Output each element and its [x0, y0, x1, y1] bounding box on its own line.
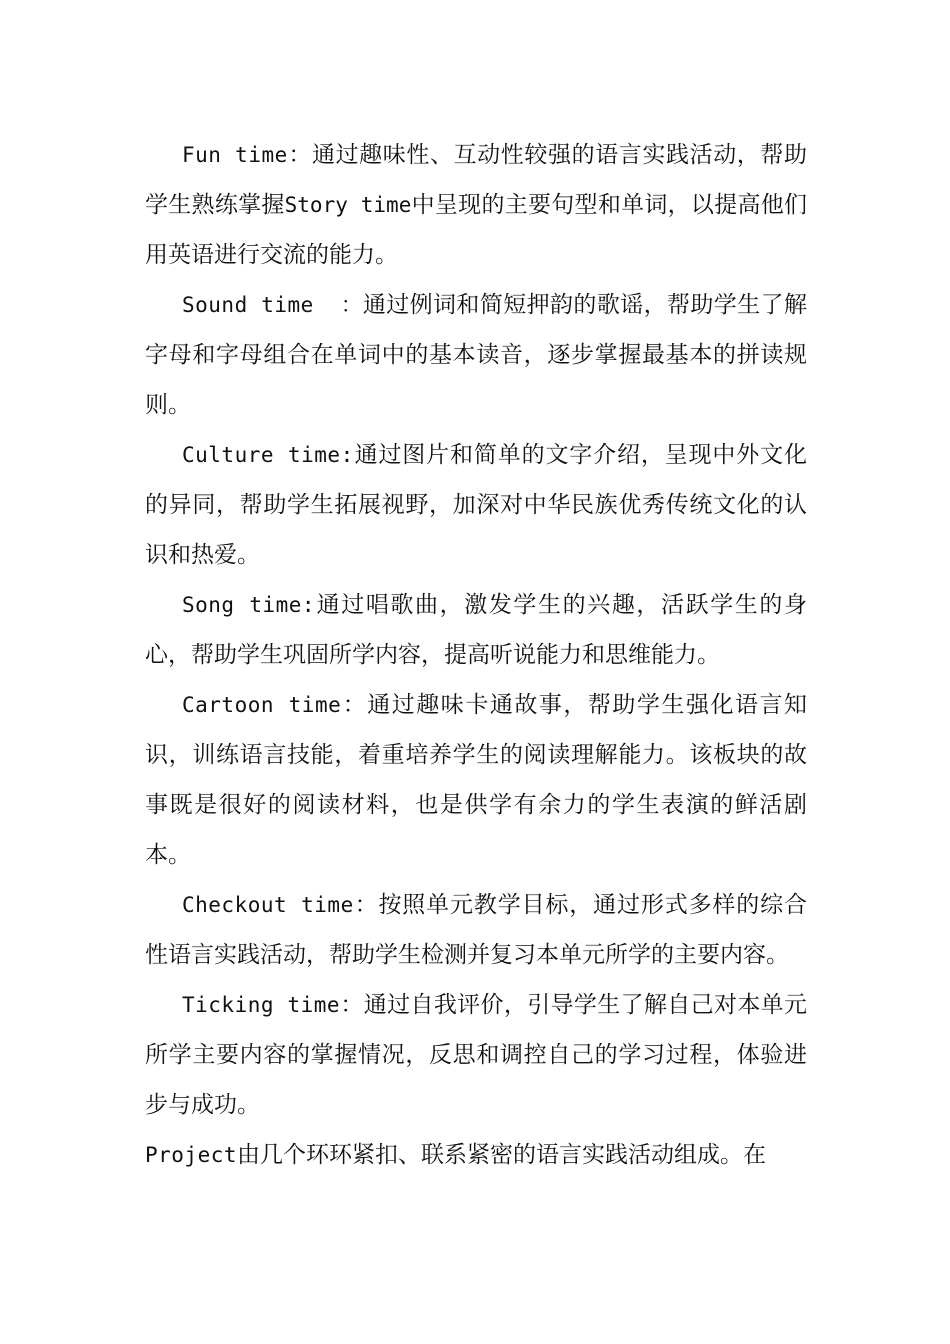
paragraph-checkout-time [145, 880, 807, 980]
term-separator: ： [313, 293, 363, 317]
section-term: Fun time [182, 143, 288, 167]
paragraph-text: 按照单元教学目标，通过形式多样的综合性语言实践活动，帮助学生检测并复习本单元所学的主要内容。 [145, 892, 807, 968]
section-term: Song time [182, 593, 302, 617]
paragraph-ticking-time [145, 980, 807, 1130]
paragraph-text: 通过例词和简短押韵的歌谣，帮助学生了解字母和字母组合在单词中的基本读音，逐步掌握最基本的拼读规则。 [145, 292, 807, 418]
paragraph-fun-time [145, 130, 807, 280]
paragraph-text: 通过趣味性、互动性较强的语言实践活动，帮助学生熟练掌握 [145, 142, 808, 218]
paragraph-text: 通过图片和简单的文字介绍，呈现中外文化的异同，帮助学生拓展视野，加深对中华民族优秀传统文化的认识和热爱。 [145, 442, 808, 568]
term-separator: : [340, 443, 354, 467]
paragraph-song-time [145, 580, 807, 680]
paragraph-text: 由几个环环紧扣、联系紧密的语言实践活动组成。在 [237, 1142, 767, 1168]
document-body [145, 130, 807, 1180]
inline-term: Story time [284, 193, 412, 217]
paragraph-project [145, 1130, 807, 1180]
section-term: Checkout time [182, 893, 354, 917]
paragraph-sound-time [145, 280, 807, 430]
paragraph-text: 通过唱歌曲，激发学生的兴趣，活跃学生的身心，帮助学生巩固所学内容，提高听说能力和思维能力。 [145, 592, 807, 668]
section-term: Culture time [182, 443, 341, 467]
paragraph-text: 通过自我评价，引导学生了解自己对本单元所学主要内容的掌握情况，反思和调控自己的学习过程，体验进步与成功。 [145, 992, 808, 1118]
term-separator: ： [353, 892, 379, 918]
paragraph-text: 中呈现的主要句型和单词，以提高他们用英语进行交流的能力。 [145, 192, 808, 268]
term-separator: ： [341, 692, 368, 718]
section-term: Ticking time [182, 993, 341, 1017]
section-term: Project [145, 1143, 238, 1167]
term-separator: ： [287, 142, 312, 168]
term-separator: ： [340, 992, 364, 1018]
section-term: Cartoon time [182, 693, 342, 717]
term-separator: : [301, 593, 316, 617]
section-term: Sound time [182, 293, 314, 317]
paragraph-cartoon-time [145, 680, 807, 880]
paragraph-culture-time [145, 430, 807, 580]
paragraph-text: 通过趣味卡通故事，帮助学生强化语言知识，训练语言技能，着重培养学生的阅读理解能力。该板块的故事既是很好的阅读材料，也是供学有余力的学生表演的鲜活剧本。 [145, 692, 808, 868]
